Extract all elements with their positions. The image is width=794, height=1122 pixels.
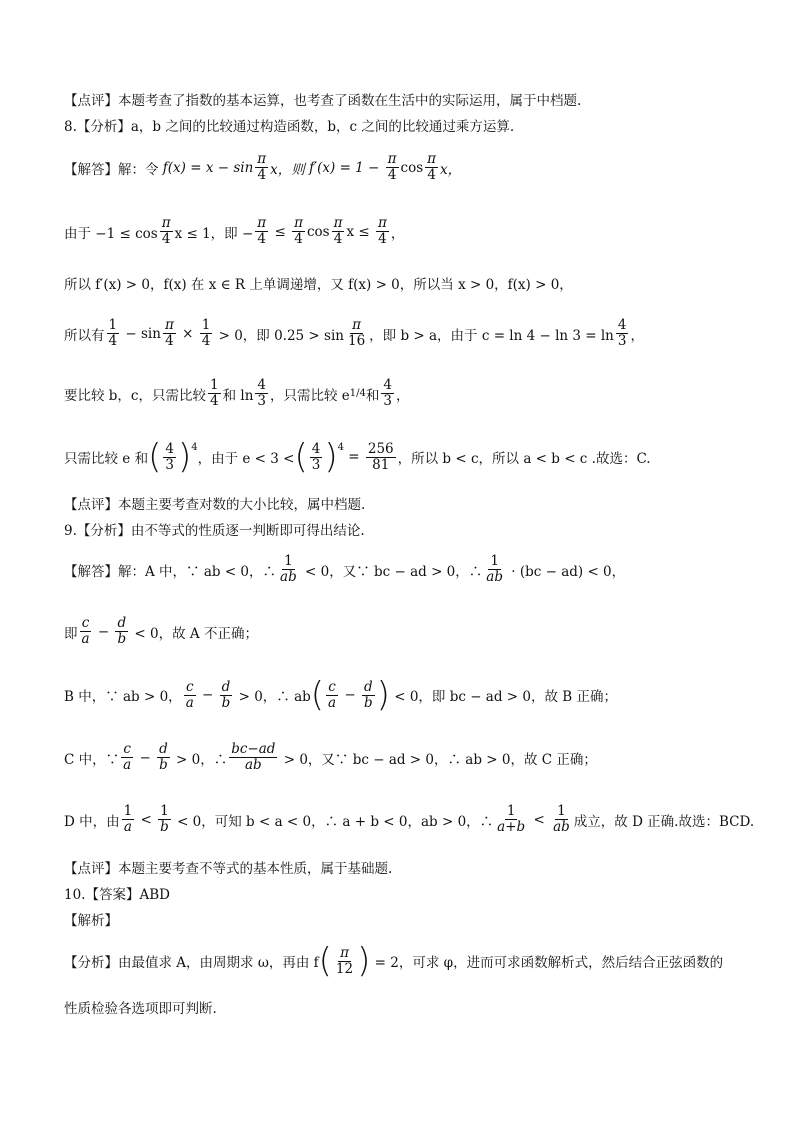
fraction [310,442,323,473]
numerator: 1 [210,377,219,393]
numerator: π [340,944,349,961]
numerator: 256 [367,440,394,457]
numerator: d [364,678,373,695]
fraction [326,680,338,711]
denominator: a [123,757,132,773]
fraction [157,742,170,773]
numerator: bc−ad [231,741,276,757]
solution-9-B: B 中，∵ ab > 0， $\frac{c}{a}$ − $\frac{d}{b}$ > 0，∴ ab ( $\frac{c}{a}$ − $\frac{d}{b}$ ) < 0，即 bc − ad > 0，故 B 正确； [64,675,617,715]
denominator: a [123,819,132,835]
fraction [80,616,92,647]
analysis-8: 8.【分析】a，b 之间的比较通过构造函数，b，c 之间的比较通过乘方运算. [64,119,515,135]
numerator: π [352,317,362,333]
fraction [208,378,221,409]
analysis-9: 9.【分析】由不等式的性质逐一判断即可得出结论. [64,523,365,539]
numerator: 1 [490,553,499,569]
comment-9: 【点评】本题主要考查不等式的基本性质，属于基础题. [64,861,393,877]
denominator: a [81,631,90,647]
denominator: 3 [617,333,627,349]
denominator: 16 [347,333,366,349]
denominator: b [364,694,373,711]
denominator: ab [244,757,262,773]
numerator: c [328,678,336,695]
fraction [107,318,120,349]
fraction [278,554,299,585]
numerator: 1 [284,553,293,569]
numerator: d [117,615,127,631]
numerator: 1 [557,803,566,819]
denominator: 4 [294,231,303,247]
fraction [163,318,176,349]
numerator: c [185,678,194,695]
denominator: a+b [497,819,526,835]
fraction [386,152,399,183]
numerator: π [377,215,387,231]
fraction [229,742,277,773]
numerator: 1 [108,317,118,333]
numerator: c [123,741,131,757]
fraction [292,216,305,247]
numerator: π [427,151,437,167]
fraction [122,804,135,835]
denominator: 4 [427,167,436,183]
fraction [616,318,629,349]
answer-10: 10.【答案】ABD [64,887,170,903]
fraction [495,804,527,835]
denominator: a [185,694,194,711]
denominator: b [117,631,127,647]
solution-9-C: C 中，∵ $\frac{c}{a}$ − $\frac{d}{b}$ > 0，∴ $\frac{bc-ad}{ab}$ > 0，又∵ bc − ad > 0，∴ ab > 0，故 C 正确； [64,741,597,773]
solution-8-line1: 【解答】解：令 f(x) = x − sin $\frac{\pi}{4}$ x，则 f′(x) = 1 − $\frac{\pi}{4}$ cos $\frac{\pi}{4}$ x， [64,151,462,183]
numerator: 1 [506,803,516,819]
fraction [425,152,438,183]
denominator: 4 [257,167,267,183]
denominator: 4 [333,231,343,247]
fraction [366,442,396,473]
fraction [376,216,389,247]
fraction [362,680,375,711]
solution-9-A2: 即 $\frac{c}{a}$ − $\frac{d}{b}$ < 0，故 A 不正确； [64,615,258,647]
solution-9-D: D 中，由 $\frac{1}{a}$ < $\frac{1}{b}$ < 0，可知 b < a < 0，∴ a + b < 0，ab > 0，∴ $\frac{1}{a+b}$ < $\frac{1}{ab}$ 成立，故 D 正确.故选：BCD. [64,803,755,835]
fraction [220,680,233,711]
numerator: 4 [383,377,392,393]
numerator: π [257,151,267,167]
comment-8: 【点评】本题主要考查对数的大小比较，属中档题. [64,497,366,513]
fraction [255,152,268,183]
fraction [332,216,345,247]
fraction [255,216,268,247]
denominator: 3 [383,393,392,409]
numerator: c [81,615,90,631]
denominator: 12 [335,960,354,977]
numerator: 4 [617,317,627,333]
fraction [334,946,355,977]
fraction [115,616,128,647]
numerator: d [221,678,231,695]
denominator: b [159,757,168,773]
denominator: ab [553,819,570,835]
fraction [551,804,572,835]
numerator: 4 [257,377,266,393]
analysis-10: 【分析】由最值求 A，由周期求 ω，再由 f ( $\frac{\pi}{12}$ ) = 2，可求 φ，进而可求函数解析式，然后结合正弦函数的 [64,941,724,981]
denominator: 4 [210,393,219,409]
denominator: 81 [372,456,390,473]
fraction [346,318,367,349]
solution-9-A: 【解答】解：A 中，∵ ab < 0，∴ $\frac{1}{ab}$ < 0，又∵ bc − ad > 0，∴ $\frac{1}{ab}$ · (bc − ad) < 0， [64,553,626,585]
solution-8-line2: 由于 −1 ≤ cos $\frac{\pi}{4}$ x ≤ 1，即 − $\frac{\pi}{4}$ ≤ $\frac{\pi}{4}$ cos $\frac{\pi}{4}$ x ≤ $\frac{\pi}{4}$ ， [64,215,405,247]
solution-8-line4: 所以有 $\frac{1}{4}$ − sin $\frac{\pi}{4}$ × $\frac{1}{4}$ > 0，即 0.25 > sin $\frac{\pi}{16}$ ，即 b > a，由于 c = ln 4 − ln 3 = ln $\frac{4}{3}$ ， [64,317,644,349]
fraction [184,680,196,711]
fraction [158,804,171,835]
denominator: ab [486,569,503,585]
numerator: 1 [201,317,211,333]
numerator: d [159,741,168,757]
denominator: 4 [378,231,387,247]
fraction [160,216,173,247]
denominator: 4 [165,333,174,349]
solution-8-line6: 只需比较 e 和 ( $\frac{4}{3}$ ) 4 ，由于 e < 3 < ( $\frac{4}{3}$ ) 4 = $\frac{256}{81}$ ，所以 b < c，所以 a < b < c .故选：C. [64,437,651,477]
denominator: ab [280,569,297,585]
explanation-10-heading: 【解析】 [64,913,118,929]
numerator: 4 [311,440,321,457]
fraction [163,442,176,473]
fraction [200,318,213,349]
fraction [255,378,268,409]
numerator: π [294,215,303,231]
fraction [381,378,394,409]
numerator: π [387,151,397,167]
solution-8-line5: 要比较 b，c，只需比较 $\frac{1}{4}$ 和 ln $\frac{4}{3}$ ，只需比较 e 1/4 和 $\frac{4}{3}$ ， [64,377,410,409]
denominator: 3 [257,393,266,409]
denominator: b [221,694,231,711]
numerator: π [164,317,174,333]
comment-7: 【点评】本题考查了指数的基本运算，也考查了函数在生活中的实际运用，属于中档题. [64,93,582,109]
solution-8-line3: 所以 f′(x) > 0，f(x) 在 x ∈ R 上单调递增，又 f(x) > 0，所以当 x > 0，f(x) > 0， [64,277,573,293]
numerator: 1 [123,803,133,819]
denominator: 4 [161,231,171,247]
numerator: 4 [165,440,174,457]
analysis-10-cont: 性质检验各选项即可判断. [64,1001,217,1017]
fraction [121,742,133,773]
numerator: π [333,215,343,231]
denominator: 4 [201,333,211,349]
denominator: 4 [387,167,397,183]
denominator: 4 [108,333,118,349]
denominator: 3 [311,456,321,473]
numerator: π [161,215,171,231]
numerator: 1 [160,803,169,819]
denominator: a [328,694,337,711]
numerator: π [257,215,267,231]
denominator: b [160,819,169,835]
denominator: 4 [257,231,267,247]
fraction [484,554,505,585]
denominator: 3 [165,456,174,473]
